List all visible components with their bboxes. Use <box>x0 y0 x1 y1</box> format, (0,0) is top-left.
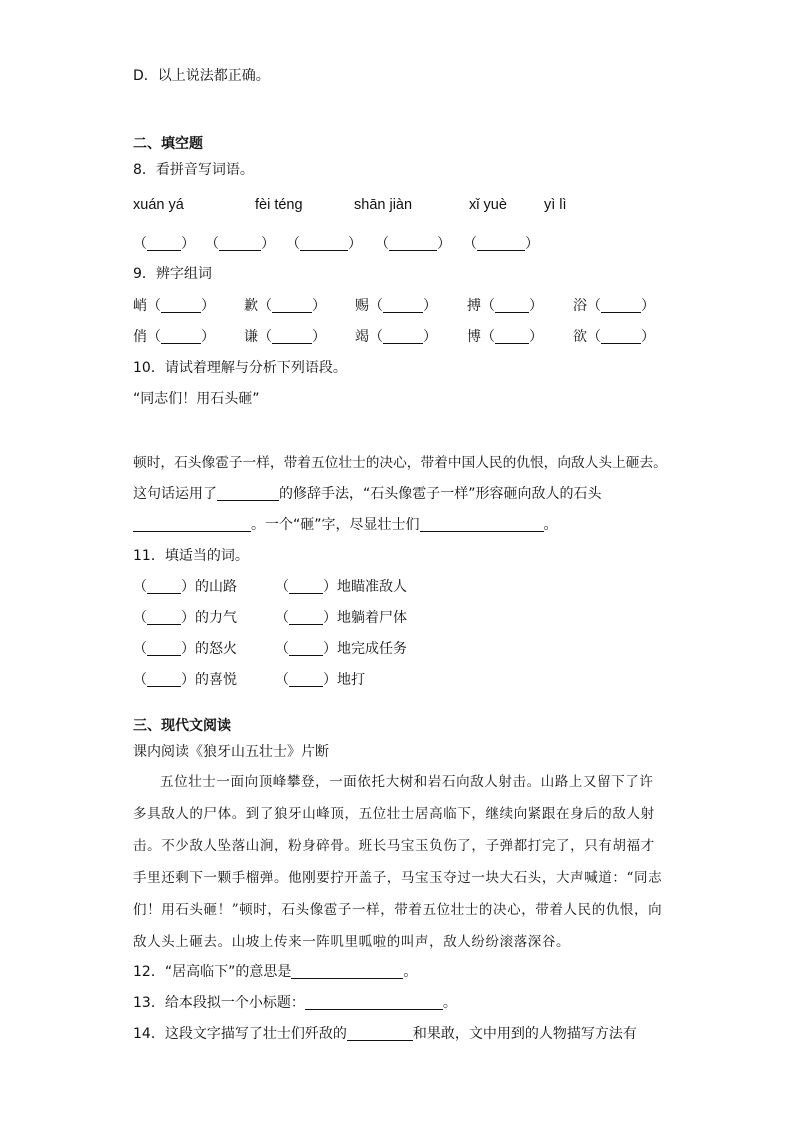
pinyin-4: xǐ yuè <box>469 197 507 213</box>
word-fill-left-4[interactable]: （ ）的喜悦 <box>133 672 237 688</box>
word-fill-left-2[interactable]: （ ）的力气 <box>133 610 237 626</box>
pinyin-5: yì lì <box>544 197 567 213</box>
char-group-row1-4[interactable]: 搏（ ） <box>467 298 543 314</box>
word-fill-right-2[interactable]: （ ）地躺着尸体 <box>275 610 407 626</box>
pinyin-3: shān jiàn <box>354 197 413 213</box>
pinyin-answer-1[interactable]: （ ） <box>133 236 195 252</box>
meaning-blank[interactable] <box>291 962 403 979</box>
word-fill-left-3[interactable]: （ ）的怒火 <box>133 641 237 657</box>
option-d: D．以上说法都正确。 <box>133 68 270 84</box>
pinyin-answer-5[interactable]: （ ） <box>463 236 539 252</box>
question-10-stem: 10．请试着理解与分析下列语段。 <box>133 360 347 376</box>
pinyin-answer-3[interactable]: （ ） <box>286 236 362 252</box>
reading-passage: 五位壮士一面向顶峰攀登，一面依托大树和岩石向敌人射击。山路上又留下了许多具敌人的尸体。到了狼牙山峰顶，五位壮士居高临下，继续向紧跟在身后的敌人射击。不少敌人坠落山涧，粉身碎骨。班长马宝玉负伤了，子弹都打完了，只有胡福才手里还剩下一颗手榴弹。他刚要拧开盖子，马宝玉夺过一块大石头，大声喊道：“同志们！用石头砸！”顿时，石头像雹子一样，带着五位壮士的决心，带着人民的仇恨，向敌人头上砸去。山坡上传来一阵叽里呱啦的叫声，敌人纷纷滚落深谷。 <box>133 774 663 950</box>
quality-blank[interactable] <box>347 1024 413 1041</box>
question-14: 14．这段文字描写了壮士们歼敌的 和果敢，文中用到的人物描写方法有 <box>133 1026 637 1042</box>
section-title-reading: 三、现代文阅读 <box>133 718 231 734</box>
reading-subtitle: 课内阅读《狼牙山五壮士》片断 <box>133 744 329 760</box>
char-group-row2-3[interactable]: 竭（ ） <box>355 329 437 345</box>
char-group-row2-5[interactable]: 欲（ ） <box>573 329 655 345</box>
question-10-line2: 。一个“砸”字，尽显壮士们 。 <box>133 515 558 535</box>
question-8-stem: 8．看拼音写词语。 <box>133 162 254 178</box>
question-13: 13．给本段拟一个小标题： 。 <box>133 995 457 1011</box>
pinyin-2: fèi téng <box>255 197 303 213</box>
pinyin-1: xuán yá <box>133 197 184 213</box>
word-fill-right-4[interactable]: （ ）地打 <box>275 672 365 688</box>
heroes-spirit-blank[interactable] <box>420 515 544 532</box>
question-10-line1: 这句话运用了 的修辞手法，“石头像雹子一样”形容砸向敌人的石头 <box>133 486 602 502</box>
char-group-row1-5[interactable]: 浴（ ） <box>573 298 655 314</box>
rhetoric-blank[interactable] <box>217 484 279 501</box>
char-group-row1-2[interactable]: 歉（ ） <box>244 298 326 314</box>
subtitle-blank[interactable] <box>305 993 443 1010</box>
question-10-sentence: 顿时，石头像雹子一样，带着五位壮士的决心，带着中国人民的仇恨，向敌人头上砸去。 <box>133 455 667 471</box>
pinyin-answer-4[interactable]: （ ） <box>375 236 451 252</box>
char-group-row2-2[interactable]: 谦（ ） <box>244 329 326 345</box>
char-group-row2-1[interactable]: 俏（ ） <box>133 329 215 345</box>
section-title-fill-blank: 二、填空题 <box>133 136 203 152</box>
word-fill-right-3[interactable]: （ ）地完成任务 <box>275 641 407 657</box>
word-fill-left-1[interactable]: （ ）的山路 <box>133 579 237 595</box>
pinyin-answer-2[interactable]: （ ） <box>205 236 275 252</box>
char-group-row1-3[interactable]: 赐（ ） <box>355 298 437 314</box>
char-group-row2-4[interactable]: 博（ ） <box>467 329 543 345</box>
char-group-row1-1[interactable]: 峭（ ） <box>133 298 215 314</box>
stone-description-blank[interactable] <box>133 515 251 532</box>
question-10-quote: “同志们！用石头砸” <box>133 391 260 407</box>
question-12: 12．“居高临下”的意思是 。 <box>133 964 418 980</box>
word-fill-right-1[interactable]: （ ）地瞄准敌人 <box>275 579 407 595</box>
question-11-stem: 11．填适当的词。 <box>133 548 249 564</box>
question-9-stem: 9．辨字组词 <box>133 266 212 282</box>
